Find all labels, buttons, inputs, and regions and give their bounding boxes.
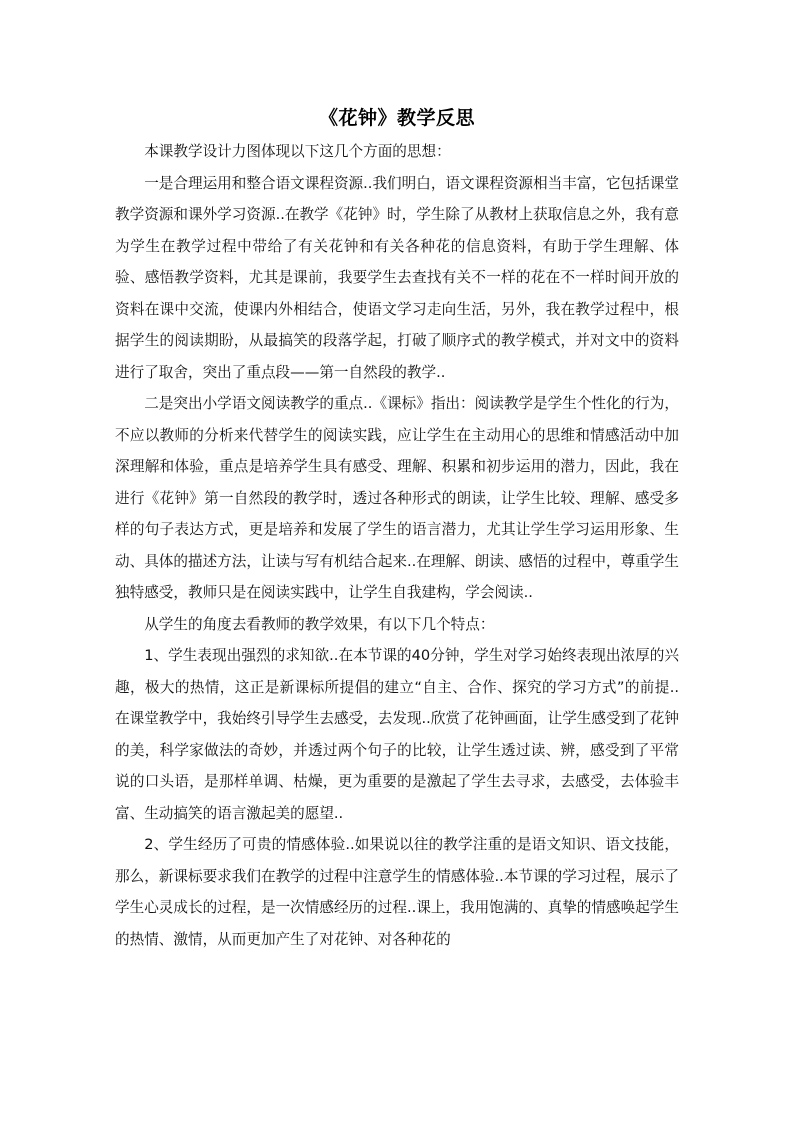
paragraph-point-1: 1、学生表现出强烈的求知欲..在本节课的40分钟，学生对学习始终表现出浓厚的兴趣，极大的热情，这正是新课标所提倡的建立“自主、合作、探究的学习方式”的前提..在课堂教学中，我始终引导学生去感受，去发现..欣赏了花钟画面，让学生感受到了花钟的美，科学家做法的奇妙，并透过两个句子的比较，让学生透过读、辨，感受到了平常说的口头语，是那样单调、枯燥，更为重要的是激起了学生去寻求，去感受，去体验丰富、生动搞笑的语言激起美的愿望.. [115,647,679,822]
paragraph-point-2: 2、学生经历了可贵的情感体验..如果说以往的教学注重的是语文知识、语文技能，那么，新课标要求我们在教学的过程中注意学生的情感体验..本节课的学习过程，展示了学生心灵成长的过程，是一次情感经历的过程..课上，我用饱满的、真挚的情感唤起学生的热情、激情，从而更加产生了对花钟、对各种花的 [115,836,679,948]
paragraph-intro: 本课教学设计力图体现以下这几个方面的思想： [144,143,451,160]
paragraph-reading-focus: 二是突出小学语文阅读教学的重点..《课标》指出：阅读教学是学生个性化的行为，不应以教师的分析来代替学生的阅读实践，应让学生在主动用心的思维和情感活动中加深理解和体验，重点是培养学生具有感受、理解、积累和初步运用的潜力，因此，我在进行《花钟》第一自然段的教学时，透过各种形式的朗读，让学生比较、理解、感受多样的句子表达方式，更是培养和发展了学生的语言潜力，尤其让学生学习运用形象、生动、具体的描述方法，让读与写有机结合起来..在理解、朗读、感悟的过程中，尊重学生独特感受，教师只是在阅读实践中，让学生自我建构，学会阅读.. [115,395,679,601]
document-body [115,100,679,955]
document-title: 《花钟》教学反思 [318,107,475,129]
paragraph-resources: 一是合理运用和整合语文课程资源..我们明白，语文课程资源相当丰富，它包括课堂教学资源和课外学习资源..在教学《花钟》时，学生除了从教材上获取信息之外，我有意为学生在教学过程中带给了有关花钟和有关各种花的信息资料，有助于学生理解、体验、感悟教学资料，尤其是课前，我要学生去查找有关不一样的花在不一样时间开放的资料在课中交流，使课内外相结合，使语文学习走向生活，另外，我在教学过程中，根据学生的阅读期盼，从最搞笑的段落学起，打破了顺序式的教学模式，并对文中的资料进行了取舍，突出了重点段——第一自然段的教学.. [115,174,679,381]
paragraph-student-perspective: 从学生的角度去看教师的教学效果，有以下几个特点： [144,615,495,633]
